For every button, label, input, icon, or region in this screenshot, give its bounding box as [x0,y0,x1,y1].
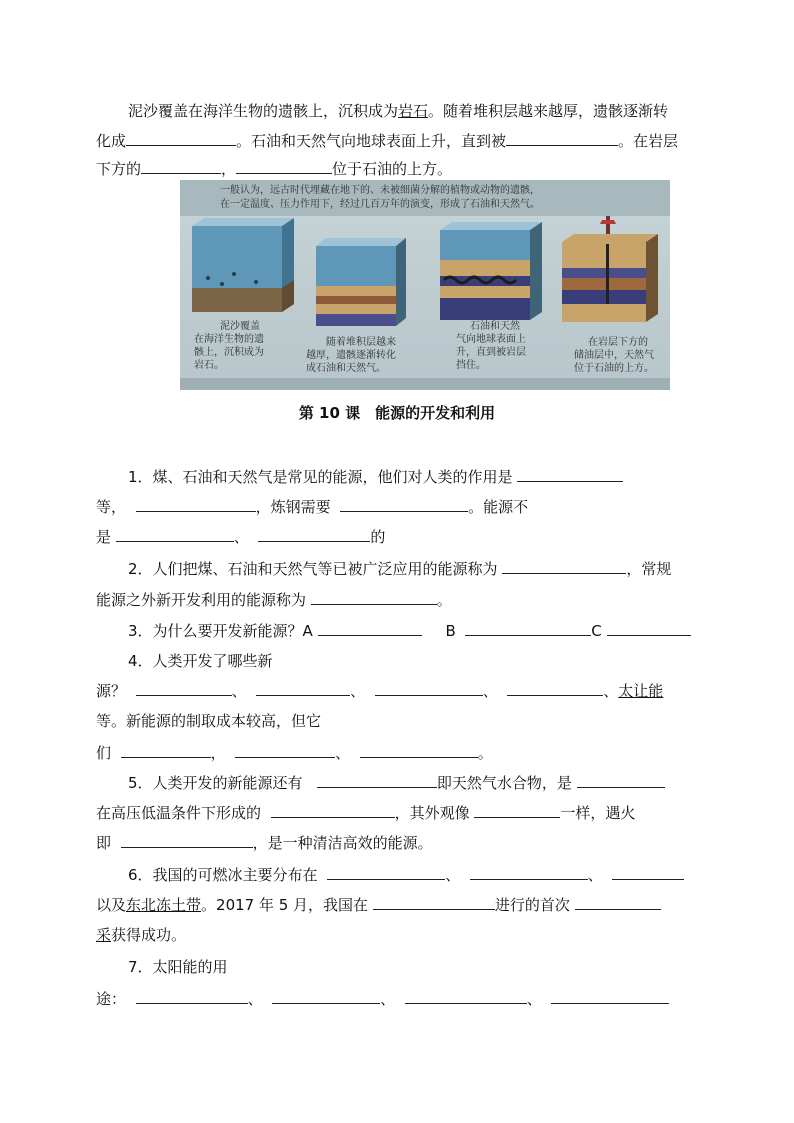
answer-blank[interactable] [136,680,232,696]
intro-line-1: 泥沙覆盖在海洋生物的遗骸上，沉积成为岩石。随着堆积层越来越厚，遗骸逐渐转 [128,102,669,120]
answer-blank[interactable] [236,158,332,174]
answer-blank[interactable] [474,802,560,818]
answer-blank[interactable] [256,680,350,696]
answer-blank-b[interactable] [465,620,591,636]
q2-line-2: 能源之外新开发利用的能源称为 。 [96,591,452,609]
answer-blank[interactable] [271,802,395,818]
q2-line-1: 2．人们把煤、石油和天然气等已被广泛应用的能源称为 ，常规 [128,560,672,578]
q5-line-3: 即 ，是一种清洁高效的能源。 [96,834,433,852]
q1-line-2: 等， ，炼钢需要 。能源不 [96,498,529,516]
answer-blank[interactable] [311,589,437,605]
stage-1-ocean-cube [186,216,298,316]
answer-blank[interactable] [272,988,380,1004]
answer-blank[interactable] [470,864,588,880]
figure-top-text-1: 一般认为，远古时代埋藏在地下的、未被细菌分解的植物或动物的遗骸， [220,185,540,196]
answer-blank[interactable] [141,158,221,174]
answer-blank[interactable] [517,466,623,482]
underlined-word-rock: 岩石 [398,102,429,120]
answer-blank[interactable] [577,772,665,788]
answer-blank[interactable] [360,742,478,758]
answer-blank[interactable] [116,526,234,542]
q1-line-1: 1．煤、石油和天然气是常见的能源，他们对人类的作用是 [128,466,700,488]
q6-line-2: 以及东北冻土带。2017 年 5 月，我国在 进行的首次 [96,894,700,916]
answer-blank[interactable] [317,772,437,788]
answer-blank[interactable] [121,832,253,848]
intro-line-3: 下方的 ， 位于石油的上方。 [96,160,453,178]
stage-3-migration-cube [434,220,546,324]
caption-stage-3: 石油和天然 气向地球表面上 升，直到被岩层 挡住。 [456,321,526,371]
answer-blank[interactable] [327,864,445,880]
caption-stage-1: 泥沙覆盖 在海洋生物的遗 骸上，沉积成为 岩石。 [194,321,264,371]
answer-blank[interactable] [551,988,669,1004]
answer-blank[interactable] [136,496,256,512]
oil-formation-illustration [180,180,670,390]
q6-line-1: 6．我国的可燃冰主要分布在 、 、 [128,864,700,886]
q5-line-1: 5．人类开发的新能源还有 即天然气水合物，是 [128,772,700,794]
answer-blank[interactable] [612,864,684,880]
answer-blank[interactable] [507,680,603,696]
q6-line-3: 采获得成功。 [96,926,187,944]
q7-line-2: 途： 、 、 、 [96,988,700,1010]
q4-line-2: 源？ 、 、 、 、太让能 [96,682,664,700]
intro-line-2: 化成 。石油和天然气向地球表面上升，直到被 。在岩层 [96,132,679,150]
q5-line-2: 在高压低温条件下形成的 ，其外观像 一样，遇火 [96,804,636,822]
q4-line-4: 们 ， 、 。 [96,744,493,762]
answer-blank[interactable] [502,558,626,574]
answer-blank-c[interactable] [607,620,691,636]
figure-bottom-edge [180,378,670,390]
answer-blank[interactable] [506,130,618,146]
q3-line: 3．为什么要开发新能源？A B C [128,620,700,642]
caption-stage-4: 在岩层下方的 储油层中，天然气 位于石油的上方。 [574,337,654,374]
answer-blank[interactable] [258,526,370,542]
answer-blank-a[interactable] [318,620,422,636]
underlined-northeast-permafrost: 东北冻土带 [126,896,202,914]
stage-2-sediment-cube [310,236,410,328]
lesson-title: 第 10 课 能源的开发和利用 [298,404,496,422]
answer-blank[interactable] [121,742,211,758]
answer-blank[interactable] [375,680,483,696]
q4-line-3: 等。新能源的制取成本较高，但它 [96,712,322,730]
figure-top-text-2: 在一定温度、压力作用下，经过几百万年的演变，形成了石油和天然气。 [220,199,540,210]
q4-line-1: 4．人类开发了哪些新 [128,652,273,670]
caption-stage-2: 随着堆积层越来 越厚，遗骸逐渐转化 成石油和天然气。 [306,337,396,374]
answer-blank[interactable] [405,988,527,1004]
answer-blank[interactable] [340,496,468,512]
answer-blank[interactable] [373,894,495,910]
q1-line-3: 是 、 的 [96,528,386,546]
answer-blank[interactable] [126,130,236,146]
answer-blank[interactable] [235,742,335,758]
stage-4-drilling-cube [556,212,666,330]
q7-line-1: 7．太阳能的用 [128,958,228,976]
answer-blank[interactable] [575,894,661,910]
answer-blank[interactable] [136,988,248,1004]
